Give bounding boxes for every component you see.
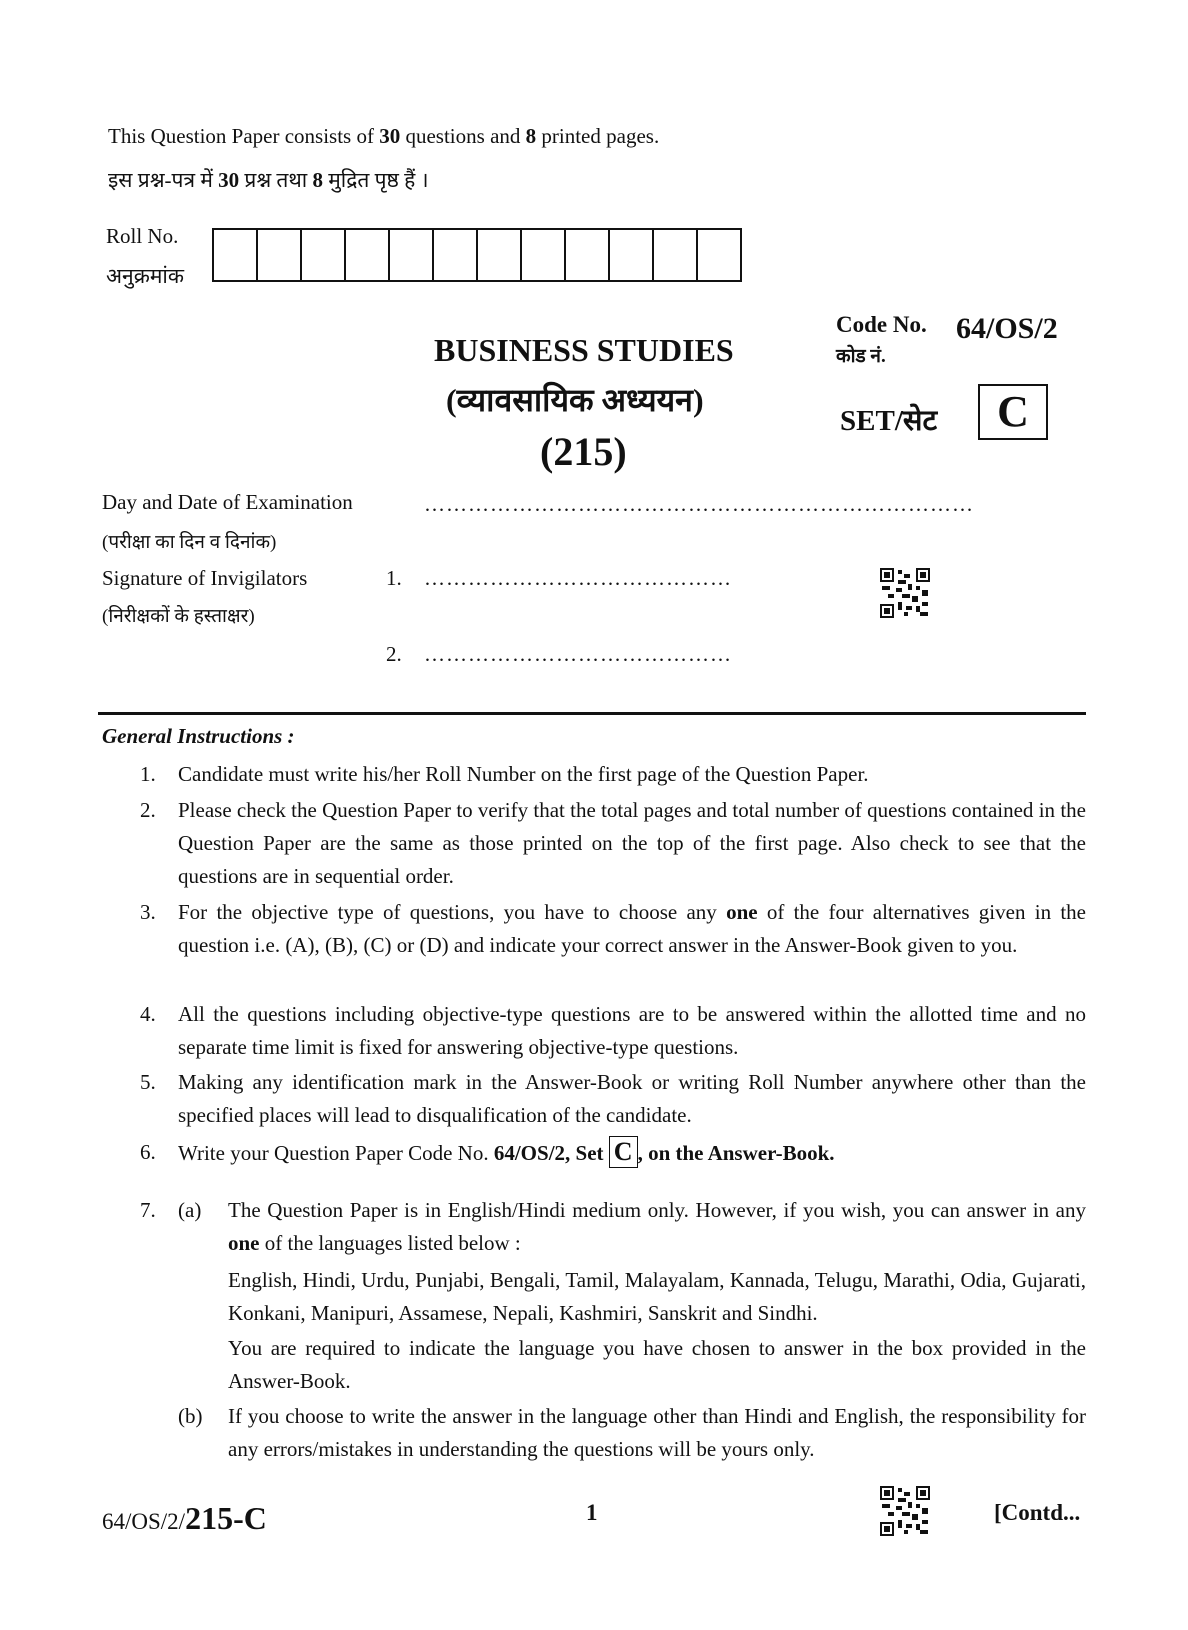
paper-info-hi xyxy=(108,166,429,194)
signature-1-number: 1. xyxy=(386,566,402,590)
info-text: printed pages. xyxy=(536,124,660,148)
text-bold: one xyxy=(228,1231,260,1255)
subject-code: (215) xyxy=(540,429,627,474)
instruction-item xyxy=(98,1136,1086,1176)
set-box: C xyxy=(978,384,1048,440)
subject-title-hindi: (व्यावसायिक अध्ययन) xyxy=(446,382,704,418)
instruction-number: 6. xyxy=(140,1140,156,1164)
set-inline-box: C xyxy=(609,1136,638,1168)
instruction-text xyxy=(178,896,1086,962)
footer-code-prefix: 64/OS/2/ xyxy=(102,1509,186,1534)
paper-info-en xyxy=(108,124,659,149)
roll-number-cell[interactable] xyxy=(434,230,478,280)
instruction-number: 5. xyxy=(140,1070,156,1094)
continued-label: [Contd... xyxy=(994,1500,1081,1525)
page-number: 1 xyxy=(586,1500,598,1525)
info-text: इस प्रश्न-पत्र में xyxy=(108,168,219,192)
qr-code-icon xyxy=(880,568,930,618)
info-pages: 8 xyxy=(312,168,323,192)
roll-number-cell[interactable] xyxy=(522,230,566,280)
signature-2-field[interactable]: …………………………………… xyxy=(424,642,732,666)
instruction-text: All the questions including objective-type questions are to be answered within the allotted time and no separate time limit is fixed for answering objective-type questions. xyxy=(178,1002,1086,1059)
instruction-text: Candidate must write his/her Roll Number on the first page of the Question Paper. xyxy=(178,762,869,786)
roll-label-hi: अनुक्रमांक xyxy=(106,264,184,288)
instruction-text xyxy=(178,1136,1086,1170)
instruction-number: 1. xyxy=(140,762,156,786)
instruction-number: 3. xyxy=(140,900,156,924)
signature-1-field[interactable]: …………………………………… xyxy=(424,566,732,590)
sub-text: You are required to indicate the language you have chosen to answer in the box provided in the Answer-Book. xyxy=(228,1336,1086,1393)
info-questions: 30 xyxy=(379,124,401,148)
roll-number-boxes[interactable] xyxy=(212,228,742,282)
code-label-en: Code No. xyxy=(836,312,927,337)
instruction-item xyxy=(98,998,1086,1064)
instruction-item xyxy=(98,1194,1086,1474)
info-questions: 30 xyxy=(218,168,240,192)
roll-number-cell[interactable] xyxy=(698,230,742,280)
footer-code xyxy=(102,1500,267,1537)
roll-number-cell[interactable] xyxy=(346,230,390,280)
languages-list: English, Hindi, Urdu, Punjabi, Bengali, Tamil, Malayalam, Kannada, Telugu, Marathi, Odia, Gujarati, Konkani, Manipuri, Assamese, Nepali, Kashmiri, Sanskrit and Sindhi. xyxy=(228,1268,1086,1325)
roll-number-cell[interactable] xyxy=(214,230,258,280)
text-part: Write your Question Paper Code No. xyxy=(178,1141,494,1165)
roll-number-cell[interactable] xyxy=(258,230,302,280)
info-text: questions and xyxy=(400,124,526,148)
header-divider xyxy=(98,712,1086,715)
sub-text xyxy=(228,1194,1086,1260)
instruction-item xyxy=(98,758,1086,791)
date-label-en: Day and Date of Examination xyxy=(102,490,353,514)
instruction-item xyxy=(98,1066,1086,1132)
text-part: The Question Paper is in English/Hindi medium only. However, if you wish, you can answer in any xyxy=(228,1198,1086,1222)
signature-label-hi: (निरीक्षकों के हस्ताक्षर) xyxy=(102,606,255,627)
sub-label: (b) xyxy=(178,1404,203,1428)
instruction-text: Making any identification mark in the Answer-Book or writing Roll Number anywhere other than the specified places will lead to disqualification of the candidate. xyxy=(178,1070,1086,1127)
sub-label: (a) xyxy=(178,1198,202,1222)
instruction-text: Please check the Question Paper to verify that the total pages and total number of questions contained in the Question Paper are the same as those printed on the top of the first page. Also check to see that the questions are in sequential order. xyxy=(178,798,1086,888)
qr-code-icon xyxy=(880,1486,930,1536)
signature-label-en: Signature of Invigilators xyxy=(102,566,308,590)
info-pages: 8 xyxy=(525,124,537,148)
instruction-number: 2. xyxy=(140,798,156,822)
signature-2-number: 2. xyxy=(386,642,402,666)
instructions-title: General Instructions : xyxy=(102,724,295,748)
instruction-item xyxy=(98,794,1086,893)
roll-number-cell[interactable] xyxy=(302,230,346,280)
date-field[interactable]: ………………………………………………………………… xyxy=(424,492,974,516)
footer-code-bold: 215-C xyxy=(185,1500,267,1536)
date-label-hi: (परीक्षा का दिन व दिनांक) xyxy=(102,532,277,553)
roll-label-en: Roll No. xyxy=(106,224,179,248)
instruction-number: 4. xyxy=(140,1002,156,1026)
text-bold: 64/OS/2, Set xyxy=(493,1141,604,1165)
instruction-item xyxy=(98,896,1086,995)
roll-number-cell[interactable] xyxy=(610,230,654,280)
roll-number-cell[interactable] xyxy=(390,230,434,280)
sub-text: If you choose to write the answer in the language other than Hindi and English, the responsibility for any errors/mistakes in understanding the questions will be yours only. xyxy=(228,1404,1086,1461)
code-label-hi: कोड नं. xyxy=(836,346,886,367)
roll-number-cell[interactable] xyxy=(654,230,698,280)
info-text: मुद्रित पृष्ठ हैं । xyxy=(323,168,429,192)
text-part: of the languages listed below : xyxy=(259,1231,521,1255)
text-part: of the four alternatives given in the question i.e. (A), (B), (C) or (D) and indicate your correct answer in the Answer-Book given to you. xyxy=(178,900,1086,957)
info-text: This Question Paper consists of xyxy=(108,124,380,148)
roll-number-cell[interactable] xyxy=(478,230,522,280)
text-bold: one xyxy=(726,900,758,924)
subject-title: BUSINESS STUDIES xyxy=(434,332,734,368)
set-label: SET/सेट xyxy=(840,405,938,437)
text-part: For the objective type of questions, you have to choose any xyxy=(178,900,727,924)
roll-number-cell[interactable] xyxy=(566,230,610,280)
code-value: 64/OS/2 xyxy=(956,312,1058,345)
info-text: प्रश्न तथा xyxy=(239,168,313,192)
text-part: , on the Answer-Book. xyxy=(637,1141,835,1165)
instruction-number: 7. xyxy=(140,1198,156,1222)
